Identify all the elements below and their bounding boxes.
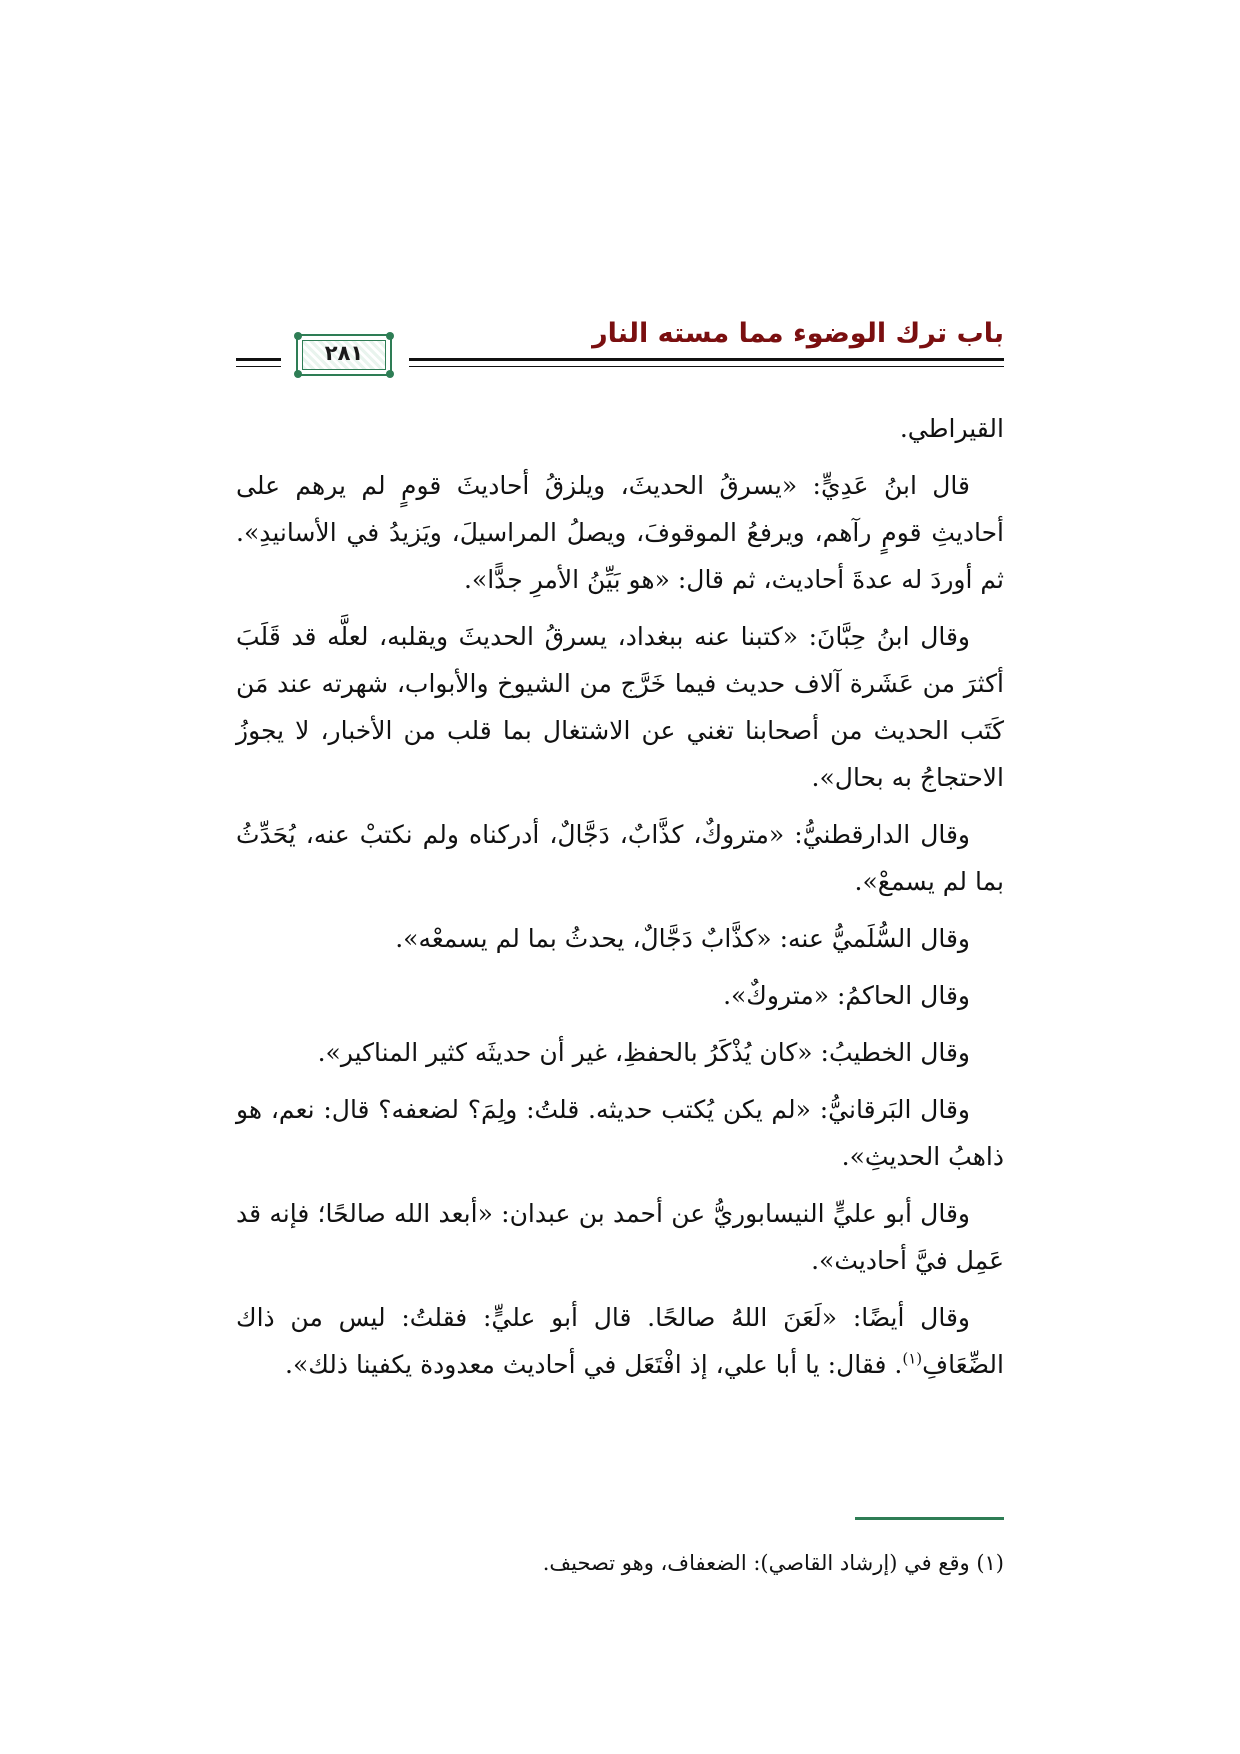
header-rule-top-left — [236, 358, 281, 361]
paragraph: القيراطي. — [899, 414, 1004, 443]
footnote: (١) وقع في (إرشاد القاصي): الضعفاف، وهو تصحيف. — [542, 1551, 1004, 1575]
paragraph: قال ابنُ عَدِيٍّ: «يسرقُ الحديثَ، ويلزقُ أحاديثَ قومٍ لم يرهم على أحاديثِ قومٍ رآهم، ويرفعُ الموقوفَ، ويصلُ المراسيلَ، ويَزيدُ في الأسانيدِ». ثم أوردَ له عدةَ أحاديث، ثم قال: «هو بَيِّنُ الأمرِ جدًّا». — [236, 471, 1004, 594]
chapter-title: باب ترك الوضوء مما مسته النار — [592, 318, 1004, 349]
footnote-marker[interactable]: (١) — [902, 1349, 923, 1368]
paragraph-text: وقال أيضًا: «لَعَنَ اللهُ صالحًا. قال أبو عليٍّ: فقلتُ: ليس من ذاك الضِّعَافِ — [236, 1303, 1004, 1379]
header-rule-bottom-right — [409, 366, 1004, 367]
footnote-divider — [855, 1517, 1004, 1520]
ornament-corner-icon — [294, 332, 302, 340]
ornament-corner-icon — [294, 370, 302, 378]
main-text — [236, 405, 1004, 1398]
paragraph: وقال السُّلَميُّ عنه: «كذَّابٌ دَجَّالٌ، يحدثُ بما لم يسمعْه». — [395, 924, 970, 953]
paragraph: وقال الدارقطنيُّ: «متروكٌ، كذَّابٌ، دَجَّالٌ، أدركناه ولم نكتبْ عنه، يُحَدِّثُ بما لم يسمعْ». — [236, 820, 1004, 896]
header-rule-bottom-left — [236, 366, 281, 367]
page-header — [236, 318, 1004, 388]
page-number-badge — [296, 334, 392, 376]
page-number: ٢٨١ — [324, 341, 364, 365]
ornament-corner-icon — [386, 370, 394, 378]
paragraph-text: . فقال: يا أبا علي، إذ افْتَعَل في أحاديث معدودة يكفينا ذلك». — [285, 1350, 903, 1379]
paragraph — [236, 1294, 1004, 1388]
paragraph: وقال الحاكمُ: «متروكٌ». — [723, 981, 970, 1010]
paragraph: وقال الخطيبُ: «كان يُذْكَرُ بالحفظِ، غير أن حديثَه كثير المناكير». — [317, 1038, 970, 1067]
paragraph: وقال ابنُ حِبَّانَ: «كتبنا عنه ببغداد، يسرقُ الحديثَ ويقلبه، لعلَّه قد قَلَبَ أكثرَ من عَشَرة آلاف حديث فيما خَرَّج من الشيوخ والأبواب، شهرته عند مَن كَتَب الحديث من أصحابنا تغني عن الاشتغال بما قلب من الأخبار، لا يجوزُ الاحتجاجُ به بحال». — [236, 622, 1004, 792]
header-rule-top-right — [409, 358, 1004, 361]
paragraph: وقال أبو عليٍّ النيسابوريُّ عن أحمد بن عبدان: «أبعد الله صالحًا؛ فإنه قد عَمِل فيَّ أحاديث». — [236, 1199, 1004, 1275]
paragraph: وقال البَرقانيُّ: «لم يكن يُكتب حديثه. قلتُ: ولِمَ؟ لضعفه؟ قال: نعم، هو ذاهبُ الحديثِ». — [236, 1095, 1004, 1171]
ornament-corner-icon — [386, 332, 394, 340]
